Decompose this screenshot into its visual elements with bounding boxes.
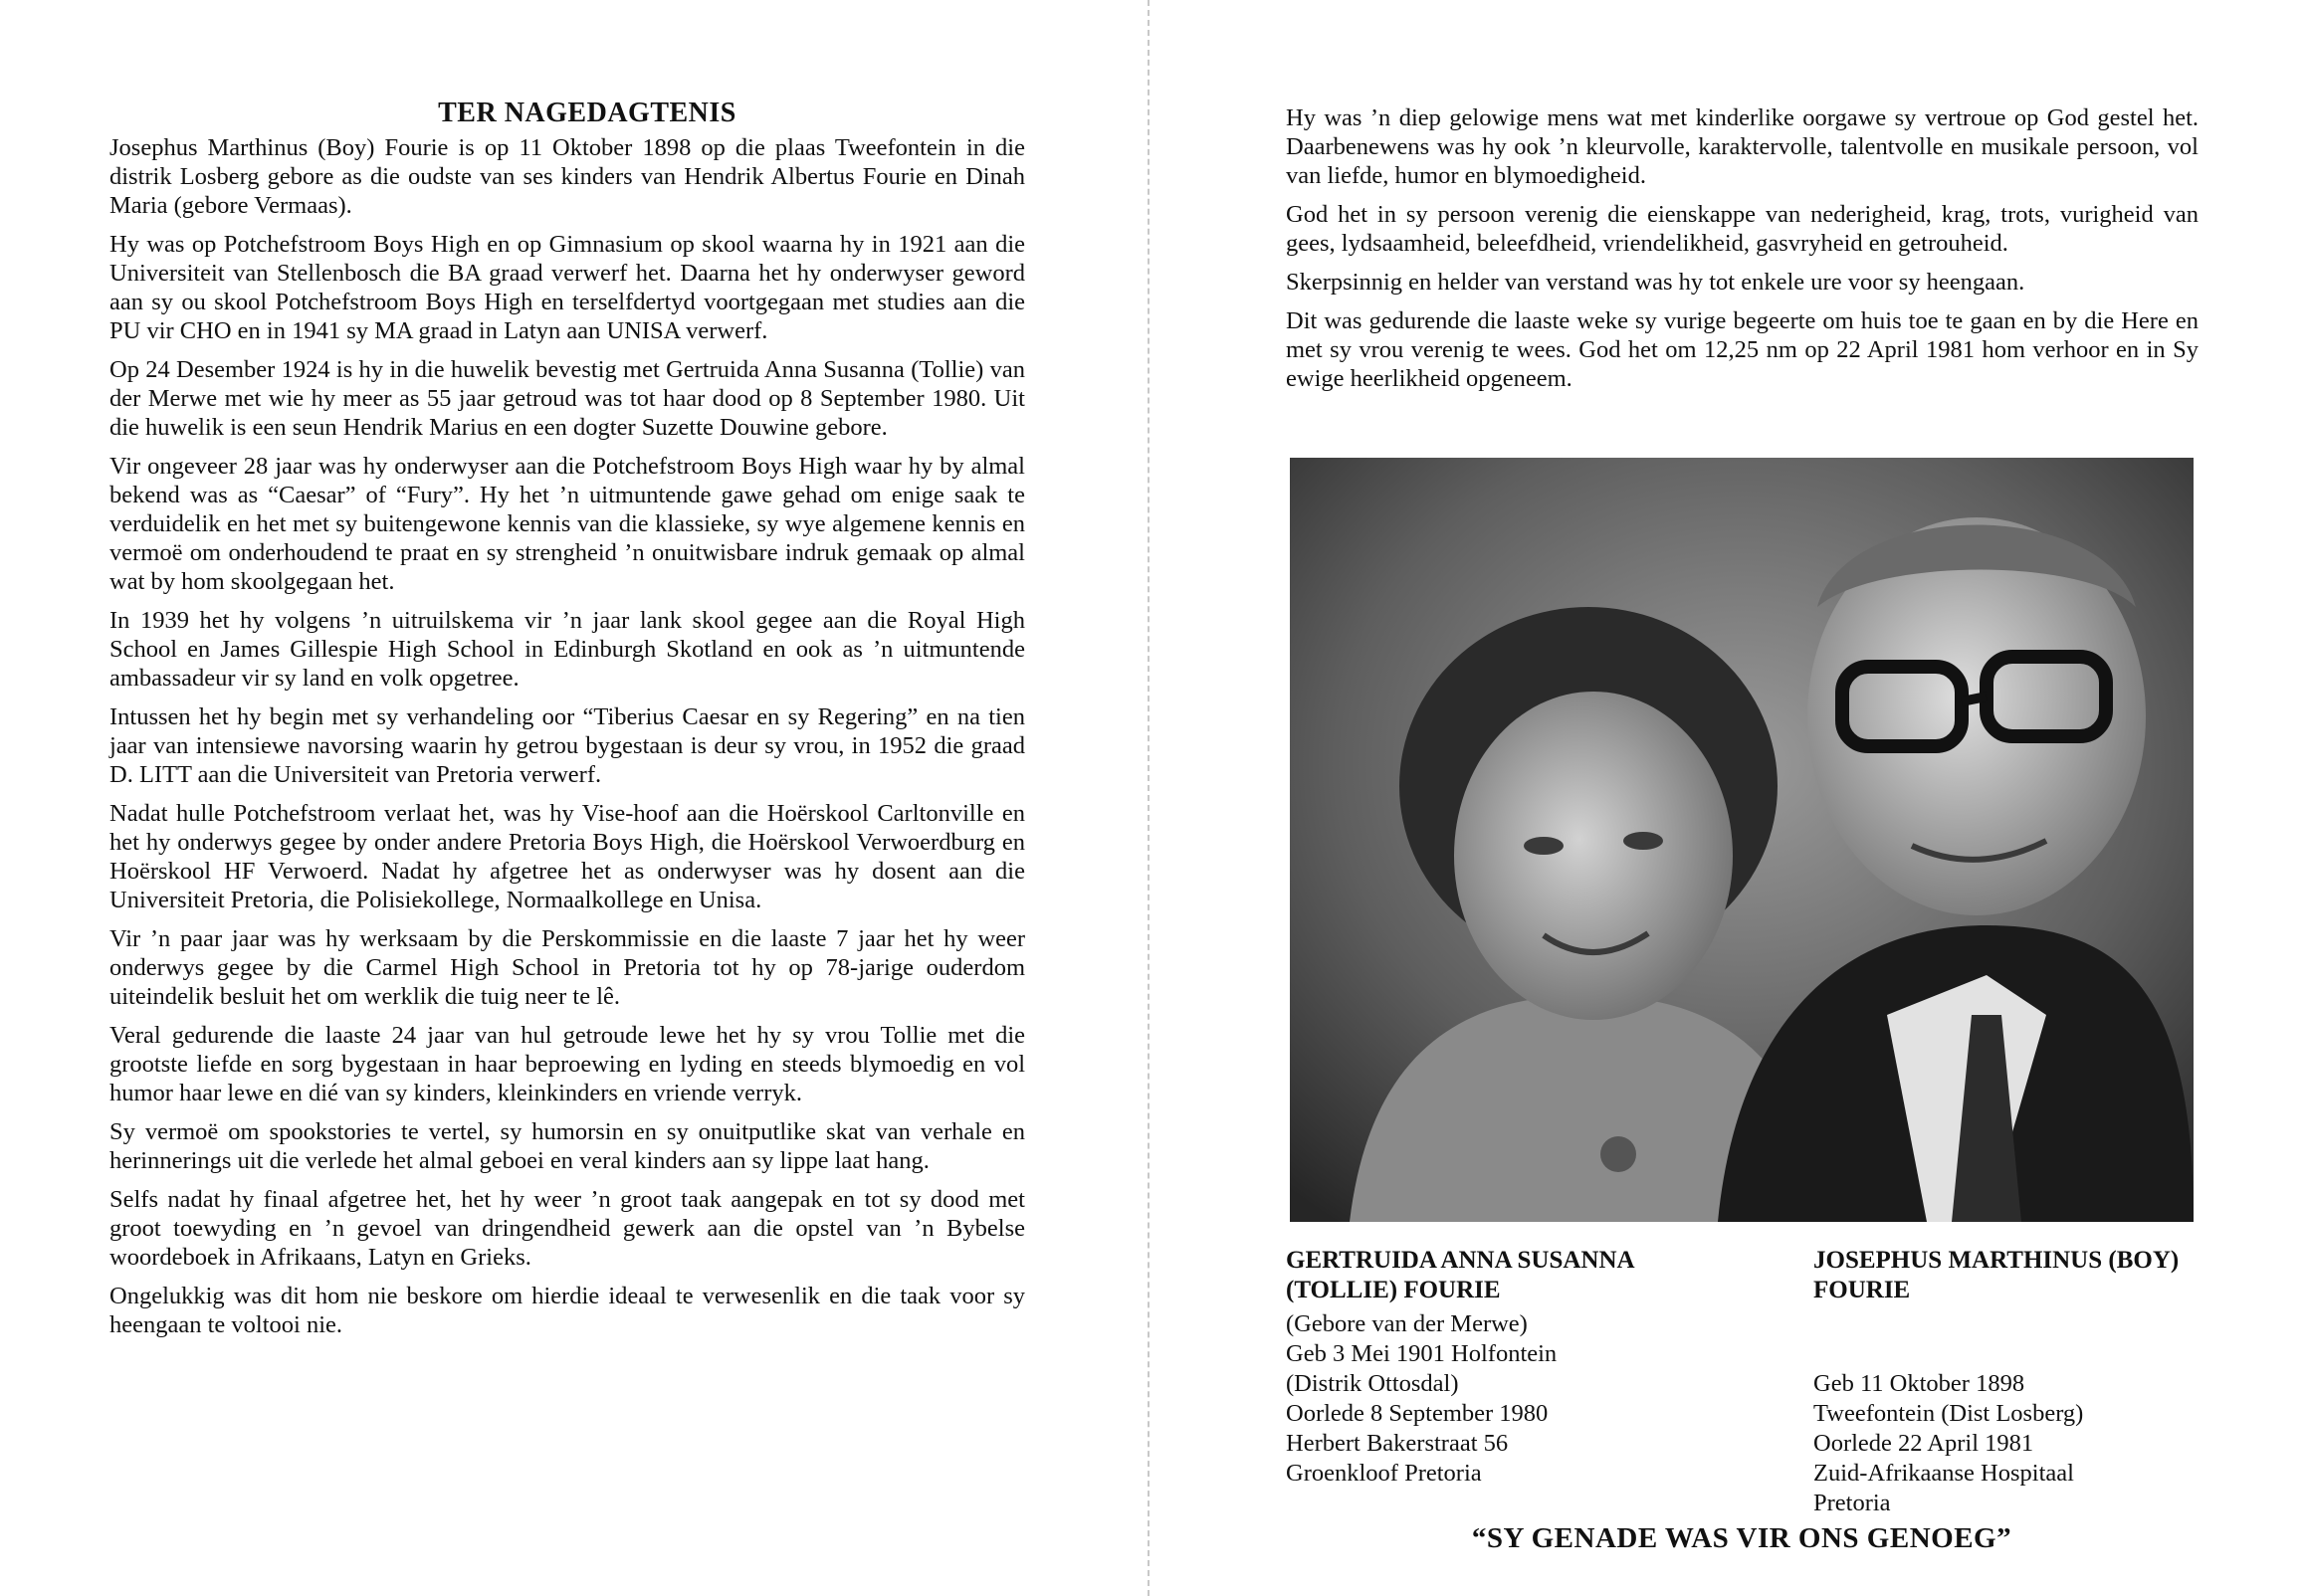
memorial-title: TER NAGEDAGTENIS — [438, 98, 736, 128]
paragraph: God het in sy persoon verenig die eienskappe van nederigheid, krag, trots, vurigheid van gees, lydsaamheid, beleefdheid, vriendelikheid, gasvryheid en getrouheid. — [1286, 201, 2199, 257]
paragraph: Hy was ’n diep gelowige mens wat met kinderlike oorgawe sy vertroue op God gestel het. Daarbenewens was hy ook ’n kleurvolle, karaktervolle, talentvolle en musikale persoon, vol van liefde, humor en blymoedigheid. — [1286, 104, 2199, 189]
paragraph: Vir ongeveer 28 jaar was hy onderwyser aan die Potchefstroom Boys High waar hy by almal bekend was as “Caesar” of “Fury”. Hy het ’n uitmuntende gawe gehad om enige saak te verduidelik en het met sy buitengewone kennis van die klassieke, sy wye algemene kennis en vermoë om onderhoudend te praat en sy strengheid ’n onuitwisbare indruk gemaak op almal wat by hom skoolgegaan het. — [109, 453, 1025, 595]
caption-name: GERTRUIDA ANNA SUSANNA (TOLLIE) FOURIE — [1286, 1247, 1635, 1303]
page-fold-line — [1148, 0, 1150, 1596]
paragraph: Sy vermoë om spookstories te vertel, sy humorsin en sy onuitputlike skat van verhale en herinnerings uit die verlede het almal geboei en veral kinders aan sy lippe laat hang. — [109, 1118, 1025, 1174]
paragraph: Ongelukkig was dit hom nie beskore om hierdie ideaal te verwesenlik en die taak voor sy heengaan te voltooi nie. — [109, 1283, 1025, 1338]
left-page — [109, 98, 1025, 1349]
caption-details: Geb 11 Oktober 1898 Tweefontein (Dist Losberg) Oorlede 22 April 1981 Zuid-Afrikaanse Hospitaal Pretoria — [1813, 1370, 2084, 1516]
paragraph: In 1939 het hy volgens ’n uitruilskema vir ’n jaar lank skool gegee aan die Royal High School en James Gillespie High School in Edinburgh Skotland en ook as ’n uitmuntende ambassadeur vir sy land en volk opgetree. — [109, 607, 1025, 692]
paragraph: Nadat hulle Potchefstroom verlaat het, was hy Vise-hoof aan die Hoërskool Carltonville en het hy onderwys gegee by onder andere Pretoria Boys High, die Hoërskool Verwoerdburg en Hoërskool HF Verwoerd. Nadat hy afgetree het as onderwyser was hy dosent aan die Universiteit Pretoria, die Polisiekollege, Normaalkollege en Unisa. — [109, 800, 1025, 913]
portrait-illustration — [1290, 458, 2194, 1222]
paragraph: Josephus Marthinus (Boy) Fourie is op 11 Oktober 1898 op die plaas Tweefontein in die distrik Losberg gebore as die oudste van ses kinders van Hendrik Albertus Fourie en Dinah Maria (gebore Vermaas). — [109, 134, 1025, 219]
paragraph: Veral gedurende die laaste 24 jaar van hul getroude lewe het hy sy vrou Tollie met die grootste liefde en sorg bygestaan in haar beproewing en lyding en steeds blymoedig en vol humor haar lewe en dié van sy kinders, kleinkinders en vriende verryk. — [109, 1022, 1025, 1106]
paragraph: Intussen het hy begin met sy verhandeling oor “Tiberius Caesar en sy Regering” en na tien jaar van intensiewe navorsing waarin hy getrou bygestaan is deur sy vrou, in 1952 die graad D. LITT aan die Universiteit van Pretoria verwerf. — [109, 703, 1025, 788]
motto-quote: “SY GENADE WAS VIR ONS GENOEG” — [1471, 1522, 2012, 1554]
paragraph: Skerpsinnig en helder van verstand was hy tot enkele ure voor sy heengaan. — [1286, 269, 2025, 296]
paragraph: Hy was op Potchefstroom Boys High en op Gimnasium op skool waarna hy in 1921 aan die Universiteit van Stellenbosch die BA graad verwerf het. Daarna het hy onderwyser geword aan sy ou skool Potchefstroom Boys High en terselfdertyd voortgegaan met studies aan die PU vir CHO en in 1941 sy MA graad in Latyn aan UNISA verwerf. — [109, 231, 1025, 344]
paragraph: Vir ’n paar jaar was hy werksaam by die Perskommissie en die laaste 7 jaar het hy weer onderwys gegee by die Carmel High School in Pretoria tot hy op 78-jarige ouderdom uiteindelik besluit het om werklik die tuig neer te lê. — [109, 925, 1025, 1010]
caption-details: (Gebore van der Merwe) Geb 3 Mei 1901 Holfontein (Distrik Ottosdal) Oorlede 8 September 1980 Herbert Bakerstraat 56 Groenkloof Pretoria — [1286, 1310, 1558, 1487]
caption-name: JOSEPHUS MARTHINUS (BOY) FOURIE — [1813, 1247, 2180, 1303]
couple-portrait-photo — [1290, 458, 2194, 1222]
caption-josephus — [1813, 1246, 2231, 1518]
right-page-text — [1286, 103, 2199, 403]
paragraph: Selfs nadat hy finaal afgetree het, het hy weer ’n groot taak aangepak en tot sy dood met groot toewyding en ’n gevoel van dringendheid gewerk aan die opstel van ’n Bybelse woordeboek in Afrikaans, Latyn en Grieks. — [109, 1186, 1025, 1271]
paragraph: Op 24 Desember 1924 is hy in die huwelik bevestig met Gertruida Anna Susanna (Tollie) van der Merwe met wie hy meer as 55 jaar getroud was tot haar dood op 8 September 1980. Uit die huwelik is een seun Hendrik Marius en een dogter Suzette Douwine gebore. — [109, 356, 1025, 441]
paragraph: Dit was gedurende die laaste weke sy vurige begeerte om huis toe te gaan en by die Here en met sy vrou verenig te wees. God het om 12,25 nm op 22 April 1981 hom verhoor en in Sy ewige heerlikheid opgeneem. — [1286, 307, 2199, 392]
caption-gertruida — [1286, 1246, 1744, 1489]
